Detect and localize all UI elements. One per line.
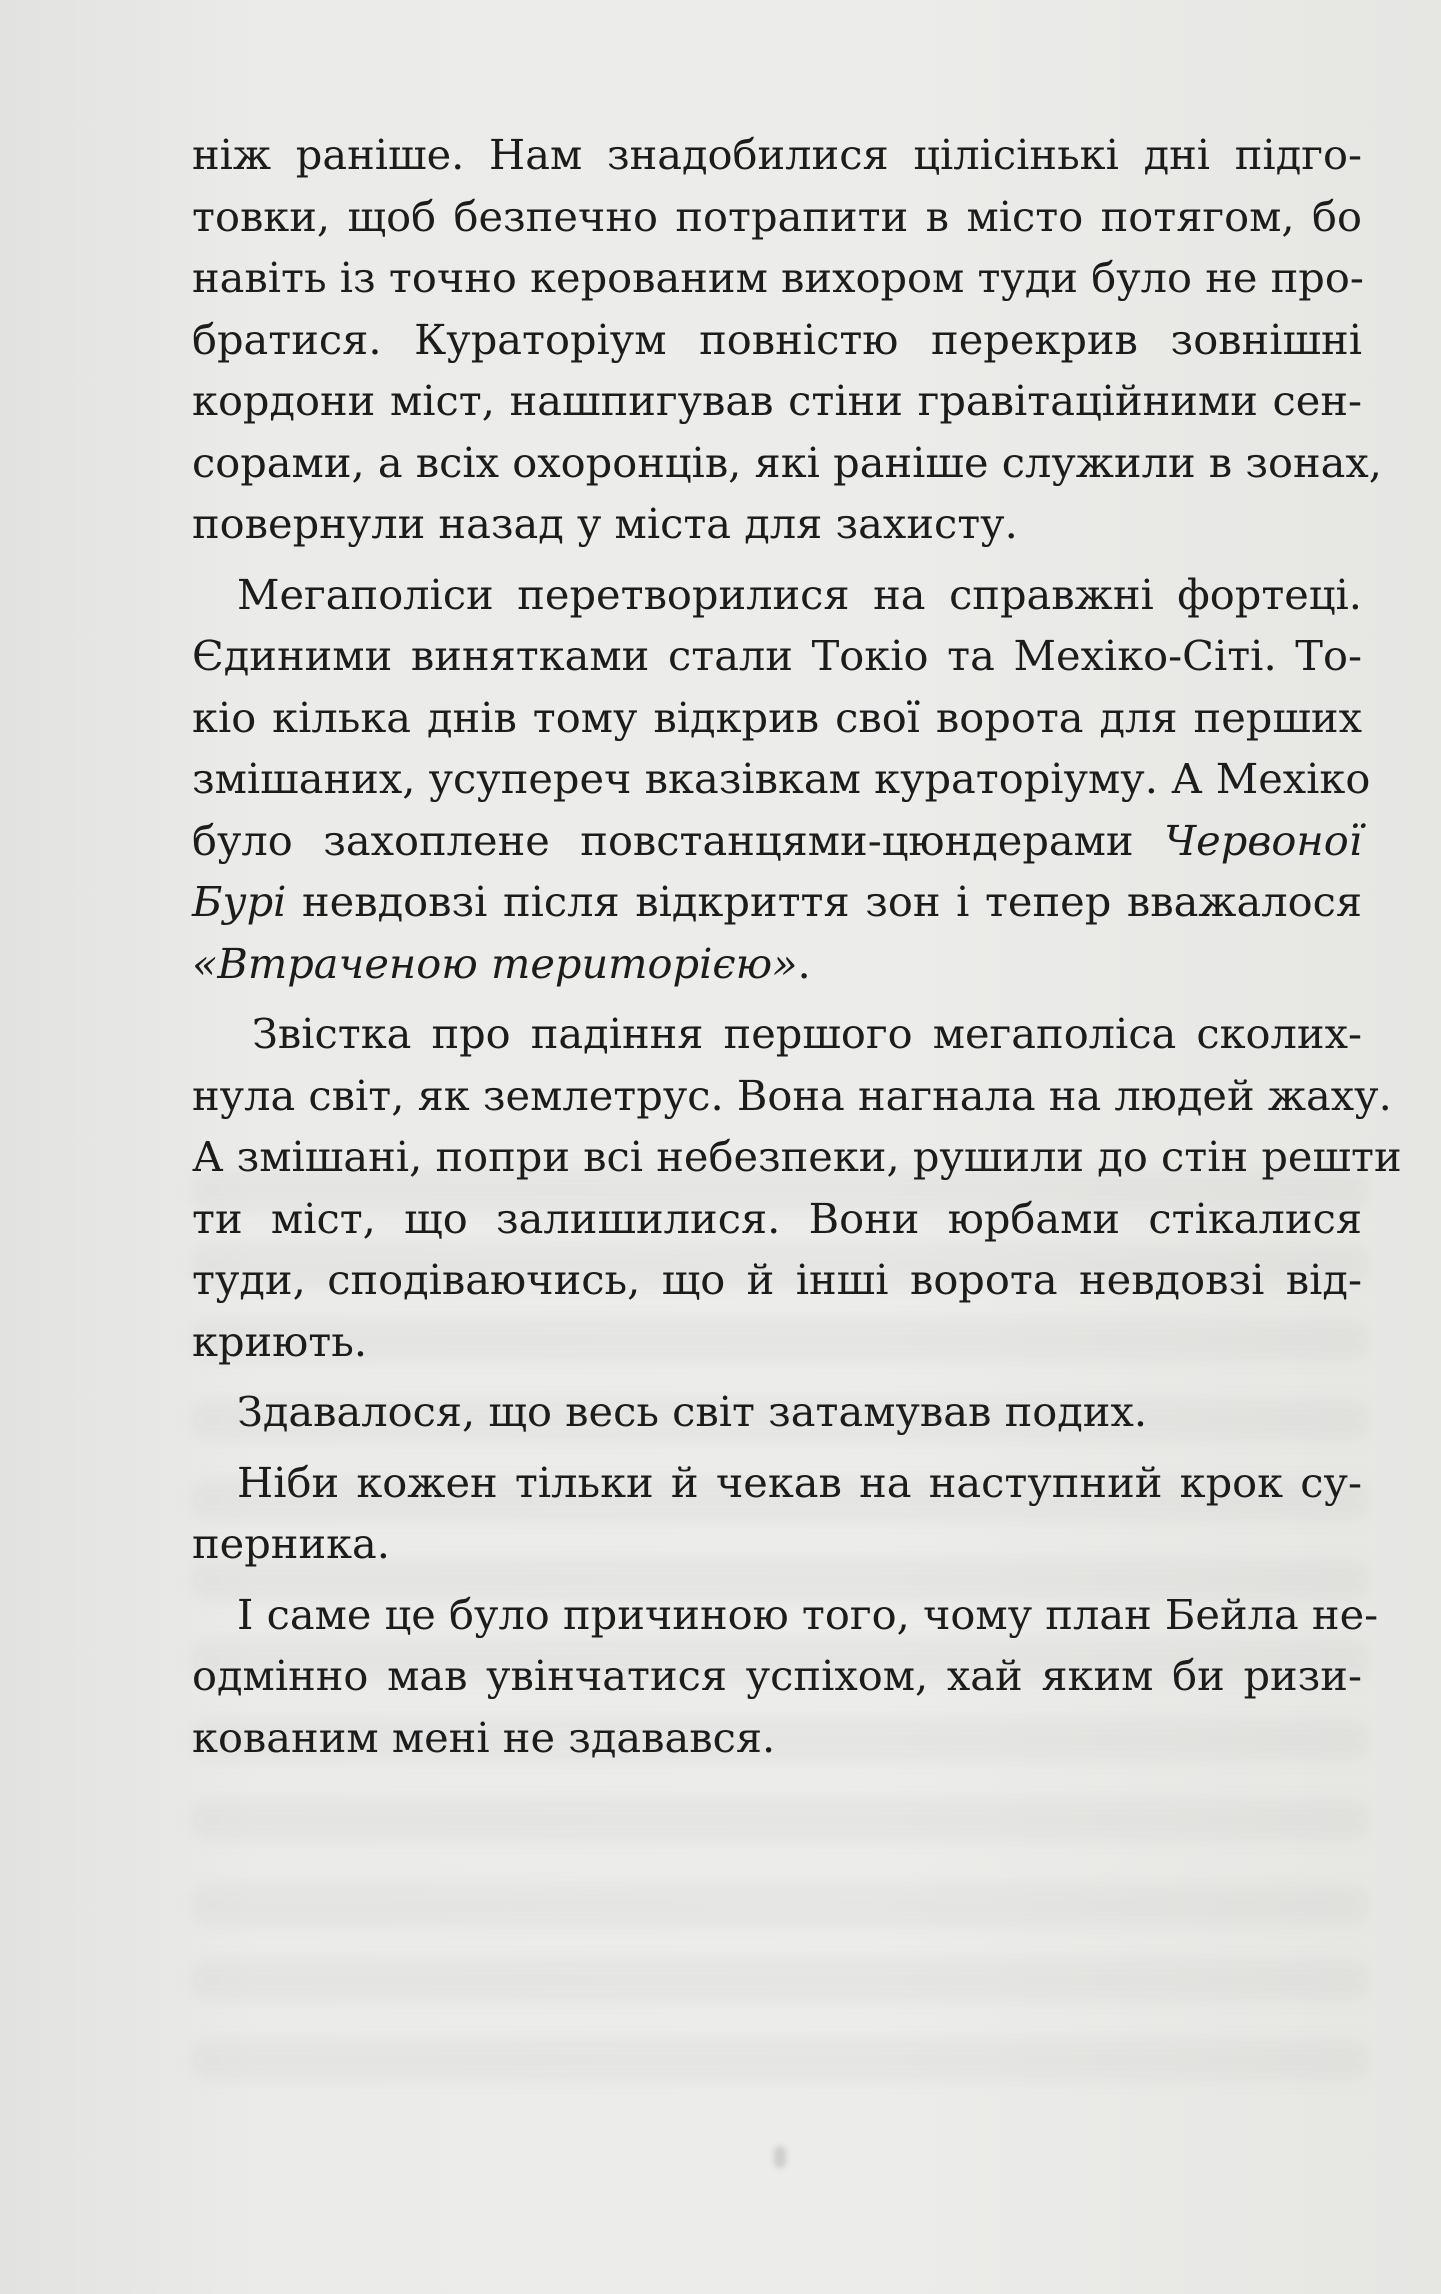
paragraph — [192, 1452, 1362, 1575]
text-line: Звістка про падіння першого мегаполіса сколих- — [252, 1009, 1362, 1058]
text-line: кованим мені не здавався. — [192, 1712, 776, 1762]
text-line: кіо кілька днів тому відкрив свої ворота для перших — [192, 692, 1362, 742]
paragraph — [192, 1584, 1379, 1769]
paragraph — [192, 1381, 1362, 1443]
italic-text: Бурі — [192, 877, 287, 926]
paragraph — [192, 564, 1371, 995]
text-line — [192, 933, 1362, 995]
text-line: сорами, а всіх охоронців, які раніше служили в зонах, — [192, 437, 1382, 487]
text-line: перника. — [192, 1519, 390, 1568]
text-line — [192, 871, 1362, 933]
show-through-text — [190, 1960, 1370, 2000]
body-text — [192, 124, 1402, 1768]
text-line: повернули назад у міста для захисту. — [192, 499, 1018, 548]
text-line: ніж раніше. Нам знадобилися цілісінькі дні підго- — [192, 130, 1362, 179]
text-line: А змішані, попри всі небезпеки, рушили до стін решти — [192, 1132, 1402, 1181]
text-line: навіть із точно керованим вихором туди було не про- — [192, 253, 1364, 302]
text-line: ти міст, що залишилися. Вони юрбами стікалися — [192, 1193, 1362, 1243]
text-segment: невдовзі після відкриття зон і тепер вважалося — [286, 877, 1362, 926]
italic-text: Червоної — [1164, 815, 1362, 865]
text-line: кордони міст, нашпигував стіни гравітаційними сен- — [192, 376, 1362, 425]
text-line: змішаних, усупереч вказівкам кураторіуму. А Мехіко — [192, 754, 1371, 803]
text-line: одмінно мав увінчатися успіхом, хай яким би ризи- — [192, 1651, 1362, 1700]
paragraph — [192, 124, 1382, 555]
text-line: Ніби кожен тільки й чекав на наступний крок су- — [237, 1457, 1362, 1507]
text-line: Здавалося, що весь світ затамував подих. — [237, 1387, 1148, 1436]
text-line: криють. — [192, 1316, 368, 1366]
text-line: товки, щоб безпечно потрапити в місто потягом, бо — [192, 191, 1362, 241]
text-line: Єдиними винятками стали Токіо та Мехіко-Сіті. То- — [192, 631, 1362, 680]
show-through-text — [190, 1885, 1370, 1925]
text-line: туди, сподіваючись, що й інші ворота невдовзі від- — [192, 1255, 1362, 1304]
show-through-text — [190, 2040, 1370, 2080]
text-line: І саме це було причиною того, чому план Бейла не- — [237, 1589, 1379, 1639]
text-segment: було захоплене повстанцями-цюндерами — [192, 815, 1165, 865]
italic-text: «Втраченою територією» — [192, 938, 798, 988]
text-line — [192, 810, 1362, 872]
text-segment: . — [797, 938, 811, 988]
text-line: братися. Кураторіум повністю перекрив зовнішні — [192, 314, 1362, 364]
text-line: нула світ, як землетрус. Вона нагнала на людей жаху. — [192, 1070, 1392, 1120]
page-number-shadow — [774, 2146, 786, 2168]
show-through-text — [190, 1800, 1370, 1840]
text-line: Мегаполіси перетворилися на справжні фортеці. — [237, 569, 1362, 619]
paragraph — [192, 1003, 1402, 1372]
